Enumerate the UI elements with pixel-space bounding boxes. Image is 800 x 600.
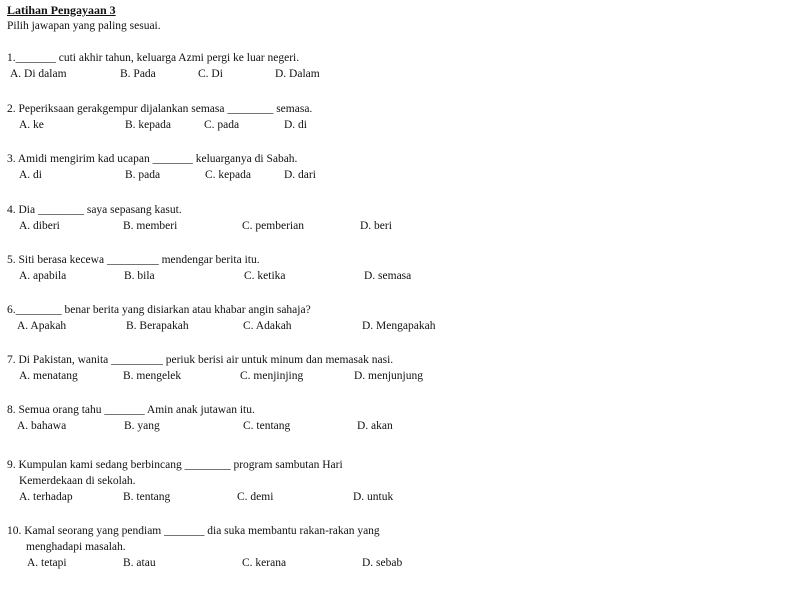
option-d: D. sebab — [362, 557, 403, 569]
question-9 — [7, 457, 394, 505]
option-c: C. menjinjing — [240, 370, 304, 382]
option-a: A. apabila — [19, 270, 67, 282]
option-b: B. bila — [124, 270, 155, 282]
option-a: A. di — [19, 169, 42, 181]
option-c: C. pada — [204, 119, 240, 131]
option-d: D. beri — [360, 220, 392, 232]
answer-options — [7, 218, 392, 234]
answer-options — [7, 318, 436, 334]
answer-options — [7, 418, 393, 434]
option-c: C. Adakah — [243, 320, 292, 332]
option-b: B. yang — [124, 420, 160, 432]
question-10 — [7, 523, 403, 571]
answer-options — [7, 489, 394, 505]
worksheet-instruction: Pilih jawapan yang paling sesuai. — [7, 20, 161, 32]
option-c: C. demi — [237, 491, 274, 503]
option-c: C. kepada — [205, 169, 251, 181]
worksheet-title: Latihan Pengayaan 3 — [7, 3, 116, 17]
option-b: B. atau — [123, 557, 156, 569]
question-text: 3. Amidi mengirim kad ucapan _______ keluarganya di Sabah. — [7, 153, 298, 165]
option-c: C. kerana — [242, 557, 287, 569]
question-text: 5. Siti berasa kecewa _________ mendengar berita itu. — [7, 254, 260, 266]
option-d: D. akan — [357, 420, 393, 432]
question-8 — [7, 402, 393, 434]
question-2 — [7, 101, 312, 133]
option-d: D. untuk — [353, 491, 394, 503]
answer-options — [7, 268, 412, 284]
question-text: 4. Dia ________ saya sepasang kasut. — [7, 204, 182, 216]
option-b: B. memberi — [123, 220, 178, 232]
question-text: 8. Semua orang tahu _______ Amin anak jutawan itu. — [7, 404, 255, 416]
answer-options — [7, 368, 423, 384]
option-b: B. mengelek — [123, 370, 182, 382]
answer-options — [7, 66, 320, 82]
option-d: D. menjunjung — [354, 370, 423, 382]
option-a: A. terhadap — [19, 491, 73, 503]
option-a: A. Apakah — [17, 320, 67, 332]
option-a: A. menatang — [19, 370, 78, 382]
answer-options — [7, 117, 312, 133]
option-b: B. tentang — [123, 491, 171, 503]
option-d: D. semasa — [364, 270, 412, 282]
question-text: 9. Kumpulan kami sedang berbincang ________ program sambutan Hari — [7, 459, 343, 471]
option-d: D. di — [284, 119, 307, 131]
option-a: A. Di dalam — [10, 68, 67, 80]
question-1 — [7, 50, 320, 82]
question-text: 2. Peperiksaan gerakgempur dijalankan semasa ________ semasa. — [7, 103, 313, 115]
option-d: D. dari — [284, 169, 316, 181]
option-a: A. bahawa — [17, 420, 67, 432]
answer-options — [7, 167, 316, 183]
option-b: B. Pada — [120, 68, 156, 80]
question-text: 7. Di Pakistan, wanita _________ periuk berisi air untuk minum dan memasak nasi. — [7, 354, 394, 366]
option-a: A. tetapi — [27, 557, 67, 569]
question-4 — [7, 202, 392, 234]
option-c: C. tentang — [243, 420, 291, 432]
option-a: A. diberi — [19, 220, 60, 232]
question-text: 1._______ cuti akhir tahun, keluarga Azmi pergi ke luar negeri. — [7, 52, 300, 64]
question-3 — [7, 151, 316, 183]
option-b: B. Berapakah — [126, 320, 189, 332]
option-b: B. kepada — [125, 119, 171, 131]
question-text: 6.________ benar berita yang disiarkan atau khabar angin sahaja? — [7, 304, 311, 316]
answer-options — [7, 555, 403, 571]
question-text: 10. Kamal seorang yang pendiam _______ dia suka membantu rakan-rakan yang — [7, 525, 380, 537]
option-c: C. pemberian — [242, 220, 304, 232]
question-6 — [7, 302, 436, 334]
option-a: A. ke — [19, 119, 44, 131]
option-b: B. pada — [125, 169, 161, 181]
option-d: D. Mengapakah — [362, 320, 436, 332]
option-c: C. Di — [198, 68, 223, 80]
question-text-continued: Kemerdekaan di sekolah. — [19, 475, 136, 487]
question-5 — [7, 252, 412, 284]
question-text-continued: menghadapi masalah. — [26, 541, 126, 553]
option-c: C. ketika — [244, 270, 286, 282]
option-d: D. Dalam — [275, 68, 320, 80]
question-7 — [7, 352, 423, 384]
